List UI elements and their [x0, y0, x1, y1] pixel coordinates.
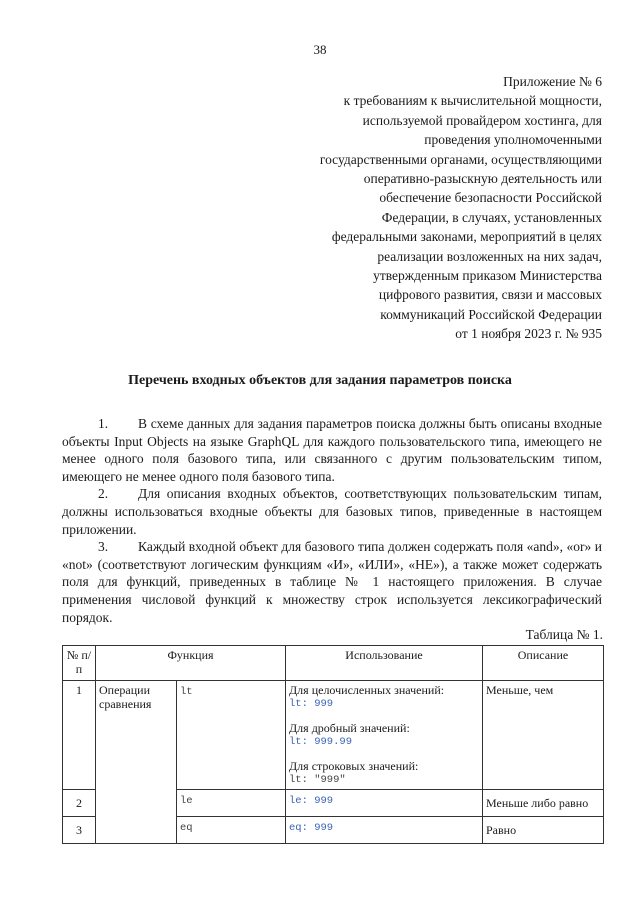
body-text — [62, 415, 602, 626]
header-function: Функция — [96, 646, 286, 681]
usage-code: le: 999 — [289, 795, 334, 807]
usage-cell — [286, 681, 483, 790]
appendix-line: обеспечение безопасности Российской — [379, 190, 602, 206]
function-name: lt — [180, 686, 193, 698]
appendix-line: цифрового развития, связи и массовых — [378, 287, 602, 303]
paragraph-number: 2. — [98, 486, 109, 502]
paragraph-text: В схеме данных для задания параметров поиска должны быть описаны входные объекты Input Objects на языке GraphQL для каждого пользовательского типа, имеющего не менее одного поля базового типа, или связанного с другим пользовательским типом, имеющего не менее одного поля базового типа. — [62, 416, 602, 484]
appendix-line: от 1 ноября 2023 г. № 935 — [455, 326, 602, 342]
appendix-line: Приложение № 6 — [503, 74, 602, 89]
description-cell: Равно — [483, 817, 604, 844]
paragraph — [62, 538, 602, 626]
appendix-line: Федерации, в случаях, установленных — [381, 209, 602, 225]
usage-label: Для целочисленных значений: — [289, 683, 445, 697]
usage-code: lt: "999" — [289, 774, 346, 786]
header-num: № п/п — [63, 646, 96, 681]
table-row — [63, 681, 604, 790]
usage-label: Для строковых значений: — [289, 759, 419, 773]
appendix-line: к требованиям к вычислительной мощности, — [343, 93, 602, 109]
appendix-header — [272, 72, 602, 344]
description-cell: Меньше, чем — [483, 681, 604, 790]
usage-label: Для дробный значений: — [289, 721, 410, 735]
table-header-row — [63, 646, 604, 681]
row-num: 1 — [63, 681, 96, 790]
usage-code: lt: 999.99 — [289, 736, 353, 748]
document-title: Перечень входных объектов для задания параметров поиска — [128, 373, 512, 388]
paragraph-text: Для описания входных объектов, соответствующих пользовательским типам, должны использоваться входные объекты для базовых типов, приведенные в настоящем приложении. — [62, 486, 602, 537]
group-cell: Операции сравнения — [96, 681, 177, 844]
usage-code: lt: 999 — [289, 698, 334, 710]
description-cell: Меньше либо равно — [483, 790, 604, 817]
page-number: 38 — [313, 42, 327, 57]
appendix-line: реализации возложенных на них задач, — [377, 248, 602, 264]
header-usage: Использование — [286, 646, 483, 681]
appendix-line: оперативно-разыскную деятельность или — [363, 171, 602, 187]
header-description: Описание — [483, 646, 604, 681]
appendix-line: проведения уполномоченными — [424, 132, 602, 148]
appendix-line: государственными органами, осуществляющими — [319, 151, 602, 167]
appendix-line: утвержденным приказом Министерства — [373, 268, 602, 284]
row-num: 2 — [63, 790, 96, 817]
paragraph-number: 1. — [98, 416, 109, 431]
paragraph — [62, 485, 602, 538]
paragraph-number: 3. — [98, 539, 109, 555]
function-name: eq — [180, 822, 193, 834]
usage-code: eq: 999 — [289, 822, 334, 834]
functions-table — [62, 645, 604, 844]
appendix-line: федеральными законами, мероприятий в целях — [331, 229, 602, 245]
paragraph-text: Каждый входной объект для базового типа должен содержать поля «and», «or» и «not» (соответствуют логическим функциям «И», «ИЛИ», «НЕ»), а также может содержать поля для функций, приведенных в таблице № 1 настоящего приложения. В случае применения числовой функций к множеству строк используется лексикографический порядок. — [62, 539, 602, 625]
function-name: le — [180, 795, 193, 807]
paragraph — [62, 415, 602, 485]
appendix-line: используемой провайдером хостинга, для — [362, 112, 602, 128]
table-caption: Таблица № 1. — [525, 627, 603, 642]
appendix-line: коммуникаций Российской Федерации — [380, 306, 602, 322]
row-num: 3 — [63, 817, 96, 844]
